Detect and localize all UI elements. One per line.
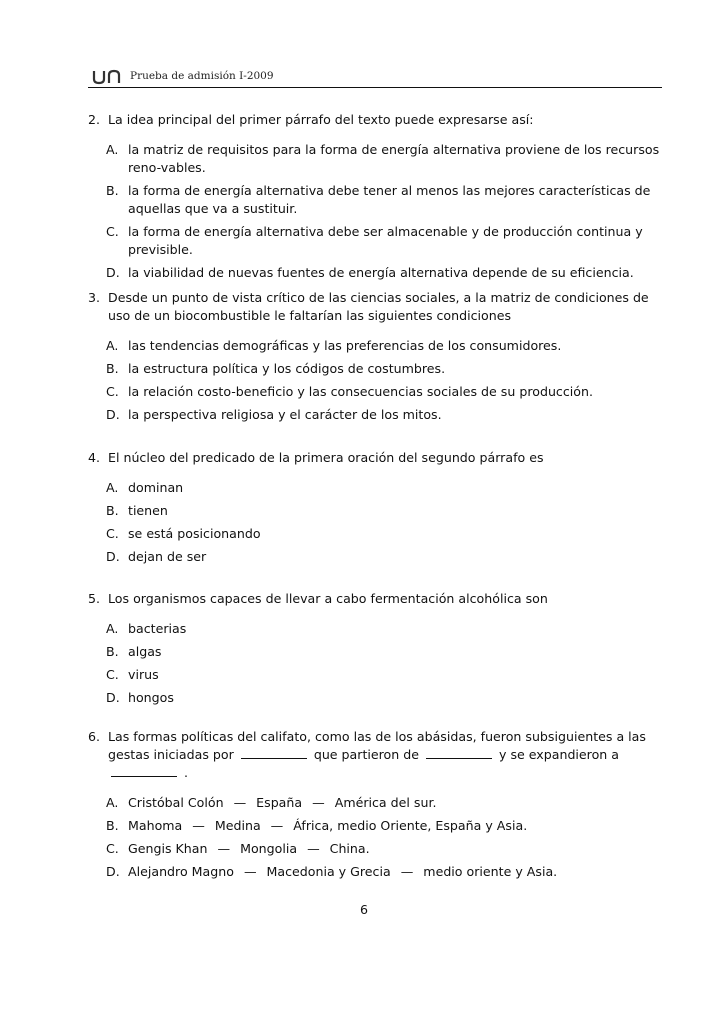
- question-4: [88, 449, 664, 571]
- option-text: hongos: [128, 690, 174, 705]
- question-2: [88, 111, 664, 287]
- option-a[interactable]: [106, 620, 664, 638]
- option-part: América del sur.: [334, 795, 437, 810]
- option-letter: D.: [106, 407, 120, 422]
- option-text: las tendencias demográficas y las preferencias de los consumidores.: [128, 338, 562, 353]
- header-title: Prueba de admisión I-2009: [130, 70, 274, 82]
- option-letter: A.: [106, 142, 119, 157]
- option-d[interactable]: [106, 406, 664, 424]
- option-letter: D.: [106, 690, 120, 705]
- option-letter: D.: [106, 549, 120, 564]
- option-c[interactable]: [106, 383, 664, 401]
- question-text: Los organismos capaces de llevar a cabo fermentación alcohólica son: [108, 591, 548, 606]
- option-text: dominan: [128, 480, 184, 495]
- question-number: 4.: [88, 450, 101, 465]
- question-number: 3.: [88, 290, 101, 305]
- question-text: Desde un punto de vista crítico de las ciencias sociales, a la matriz de condiciones de uso de un biocombustible le faltarían las siguientes condiciones: [108, 290, 649, 323]
- option-b[interactable]: [106, 817, 664, 835]
- option-d[interactable]: [106, 264, 664, 282]
- option-letter: B.: [106, 361, 119, 376]
- dash-separator: —: [217, 841, 231, 856]
- question-text: La idea principal del primer párrafo del texto puede expresarse así:: [108, 112, 534, 127]
- option-letter: A.: [106, 795, 119, 810]
- page-header: [88, 66, 662, 88]
- question-number: 6.: [88, 729, 101, 744]
- option-letter: A.: [106, 338, 119, 353]
- option-b[interactable]: [106, 502, 664, 520]
- option-letter: D.: [106, 864, 120, 879]
- option-part: China.: [329, 841, 370, 856]
- question-6: [88, 728, 664, 886]
- option-letter: C.: [106, 841, 119, 856]
- option-text: la viabilidad de nuevas fuentes de energía alternativa depende de su eficiencia.: [128, 265, 634, 280]
- option-text: la forma de energía alternativa debe tener al menos las mejores características de aquellas que va a sustituir.: [128, 183, 651, 216]
- question-stem: [88, 111, 664, 129]
- question-text: El núcleo del predicado de la primera oración del segundo párrafo es: [108, 450, 544, 465]
- dash-separator: —: [270, 818, 284, 833]
- option-b[interactable]: [106, 643, 664, 661]
- question-3: [88, 289, 664, 429]
- option-part: Macedonia y Grecia: [266, 864, 391, 879]
- option-c[interactable]: [106, 525, 664, 543]
- option-letter: A.: [106, 621, 119, 636]
- option-part: Alejandro Magno: [128, 864, 234, 879]
- options-list: [88, 479, 664, 566]
- question-text-part: que partieron de: [313, 747, 419, 762]
- option-text: la matriz de requisitos para la forma de energía alternativa proviene de los recursos reno-vables.: [128, 142, 660, 175]
- page-number: 6: [359, 902, 368, 917]
- question-text-part: .: [184, 765, 189, 780]
- option-text: la relación costo-beneficio y las consecuencias sociales de su producción.: [128, 384, 593, 399]
- option-a[interactable]: [106, 141, 664, 177]
- option-b[interactable]: [106, 182, 664, 218]
- option-b[interactable]: [106, 360, 664, 378]
- option-letter: C.: [106, 526, 119, 541]
- option-letter: A.: [106, 480, 119, 495]
- option-part: Mahoma: [128, 818, 183, 833]
- question-stem: [88, 289, 664, 325]
- option-part: España: [256, 795, 303, 810]
- option-letter: B.: [106, 818, 119, 833]
- option-c[interactable]: [106, 666, 664, 684]
- option-letter: B.: [106, 183, 119, 198]
- answer-blank: [426, 747, 492, 759]
- option-a[interactable]: [106, 794, 664, 812]
- question-stem: [88, 449, 664, 467]
- question-stem: [88, 728, 664, 782]
- option-part: Cristóbal Colón: [128, 795, 224, 810]
- answer-blank: [241, 747, 307, 759]
- option-part: África, medio Oriente, España y Asia.: [293, 818, 528, 833]
- question-text-part: Las formas políticas del califato, como las de los abásidas, fueron subsiguientes a las gestas iniciadas por: [108, 729, 646, 762]
- university-logo-icon: [92, 69, 126, 85]
- dash-separator: —: [243, 864, 257, 879]
- option-a[interactable]: [106, 479, 664, 497]
- option-text: la perspectiva religiosa y el carácter de los mitos.: [128, 407, 442, 422]
- option-letter: C.: [106, 384, 119, 399]
- option-text: bacterias: [128, 621, 187, 636]
- option-text: virus: [128, 667, 159, 682]
- dash-separator: —: [312, 795, 325, 810]
- dash-separator: —: [307, 841, 320, 856]
- option-letter: C.: [106, 224, 119, 239]
- dash-separator: —: [233, 795, 247, 810]
- option-text: tienen: [128, 503, 168, 518]
- options-list: [88, 620, 664, 707]
- option-text: dejan de ser: [128, 549, 207, 564]
- option-text: la forma de energía alternativa debe ser almacenable y de producción continua y previsible.: [128, 224, 643, 257]
- question-5: [88, 590, 664, 712]
- option-part: Mongolia: [240, 841, 298, 856]
- option-d[interactable]: [106, 689, 664, 707]
- option-c[interactable]: [106, 840, 664, 858]
- option-a[interactable]: [106, 337, 664, 355]
- answer-blank: [111, 765, 177, 777]
- header-divider: [88, 87, 662, 88]
- options-list: [88, 337, 664, 424]
- options-list: [88, 794, 664, 881]
- option-part: medio oriente y Asia.: [423, 864, 558, 879]
- option-letter: C.: [106, 667, 119, 682]
- option-text: algas: [128, 644, 162, 659]
- option-text: se está posicionando: [128, 526, 261, 541]
- options-list: [88, 141, 664, 282]
- option-letter: B.: [106, 503, 119, 518]
- dash-separator: —: [400, 864, 414, 879]
- question-text-part: y se expandieron a: [499, 747, 619, 762]
- option-text: la estructura política y los códigos de costumbres.: [128, 361, 446, 376]
- option-d[interactable]: [106, 863, 664, 881]
- question-stem: [88, 590, 664, 608]
- option-letter: B.: [106, 644, 119, 659]
- option-letter: D.: [106, 265, 120, 280]
- option-part: Gengis Khan: [128, 841, 208, 856]
- option-part: Medina: [214, 818, 261, 833]
- dash-separator: —: [192, 818, 205, 833]
- option-c[interactable]: [106, 223, 664, 259]
- question-number: 2.: [88, 112, 101, 127]
- question-number: 5.: [88, 591, 101, 606]
- option-d[interactable]: [106, 548, 664, 566]
